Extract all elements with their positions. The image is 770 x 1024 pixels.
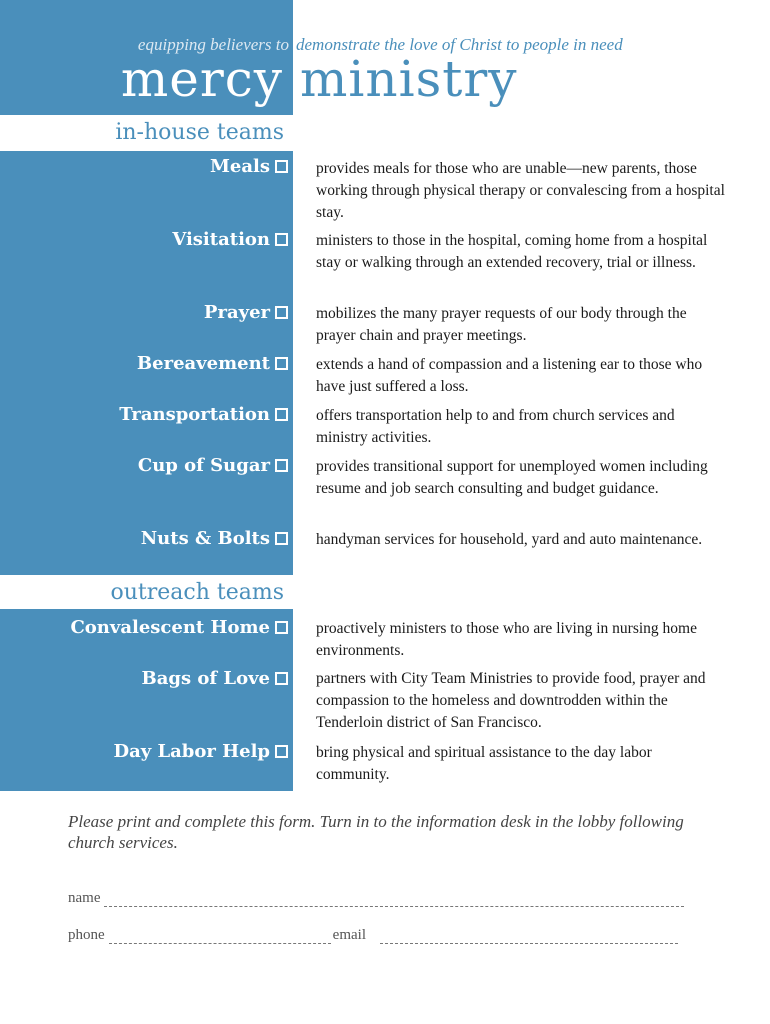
desc-bereavement: extends a hand of compassion and a listening ear to those who have just suffered a loss. bbox=[316, 356, 703, 395]
team-label-meals: Meals bbox=[209, 156, 270, 177]
email-label: email bbox=[332, 927, 366, 943]
team-label-visitation: Visitation bbox=[172, 229, 270, 250]
desc-day-labor-help: bring physical and spiritual assistance to the day labor community. bbox=[316, 744, 652, 783]
team-day-labor-help bbox=[113, 741, 288, 762]
contact-row bbox=[68, 927, 678, 944]
phone-label: phone bbox=[68, 927, 105, 943]
team-label-bereavement: Bereavement bbox=[136, 353, 270, 374]
title-right: ministry bbox=[300, 50, 518, 108]
tagline-left: equipping believers to bbox=[137, 35, 289, 54]
desc-nuts-bolts: handyman services for household, yard and auto maintenance. bbox=[316, 531, 703, 548]
checkbox-transportation[interactable] bbox=[275, 408, 288, 421]
checkbox-visitation[interactable] bbox=[275, 233, 288, 246]
inhouse-heading: in-house teams bbox=[115, 120, 284, 145]
team-label-convalescent-home: Convalescent Home bbox=[70, 617, 270, 638]
checkbox-prayer[interactable] bbox=[275, 306, 288, 319]
team-prayer bbox=[204, 302, 288, 323]
team-label-cup-of-sugar: Cup of Sugar bbox=[137, 455, 270, 476]
title-left: mercy bbox=[120, 50, 283, 108]
desc-bags-of-love: partners with City Team Ministries to provide food, prayer and compassion to the homeless and downtrodden within the Tenderloin district of San Francisco. bbox=[316, 670, 706, 731]
form-instructions: Please print and complete this form. Turn in to the information desk in the lobby following church services. bbox=[68, 812, 684, 852]
checkbox-meals[interactable] bbox=[275, 160, 288, 173]
desc-prayer: mobilizes the many prayer requests of our body through the prayer chain and prayer meetings. bbox=[316, 305, 687, 344]
checkbox-day-labor-help[interactable] bbox=[275, 745, 288, 758]
desc-visitation: ministers to those in the hospital, coming home from a hospital stay or walking through an extended recovery, trial or illness. bbox=[316, 232, 708, 271]
team-visitation bbox=[172, 229, 288, 250]
email-field[interactable] bbox=[380, 929, 678, 944]
checkbox-convalescent-home[interactable] bbox=[275, 621, 288, 634]
team-convalescent-home bbox=[70, 617, 288, 638]
team-label-day-labor-help: Day Labor Help bbox=[113, 741, 270, 762]
checkbox-cup-of-sugar[interactable] bbox=[275, 459, 288, 472]
desc-convalescent-home: proactively ministers to those who are living in nursing home environments. bbox=[316, 620, 697, 659]
checkbox-bereavement[interactable] bbox=[275, 357, 288, 370]
team-label-prayer: Prayer bbox=[203, 302, 270, 323]
name-label: name bbox=[68, 890, 101, 906]
tagline-right: demonstrate the love of Christ to people in need bbox=[296, 35, 623, 54]
checkbox-nuts-bolts[interactable] bbox=[275, 532, 288, 545]
team-nuts-bolts bbox=[141, 528, 288, 549]
team-label-nuts-bolts: Nuts & Bolts bbox=[140, 528, 270, 549]
team-label-transportation: Transportation bbox=[119, 404, 270, 425]
team-cup-of-sugar bbox=[138, 455, 288, 476]
team-label-bags-of-love: Bags of Love bbox=[141, 668, 270, 689]
team-transportation bbox=[119, 404, 288, 425]
desc-cup-of-sugar: provides transitional support for unemployed women including resume and job search consulting and budget guidance. bbox=[316, 458, 708, 497]
name-row bbox=[68, 890, 684, 907]
team-meals bbox=[210, 156, 288, 177]
name-field[interactable] bbox=[104, 892, 684, 907]
checkbox-bags-of-love[interactable] bbox=[275, 672, 288, 685]
desc-transportation: offers transportation help to and from church services and ministry activities. bbox=[316, 407, 675, 446]
phone-field[interactable] bbox=[109, 929, 331, 944]
team-bags-of-love bbox=[142, 668, 288, 689]
desc-meals: provides meals for those who are unable—new parents, those working through physical therapy or convalescing from a hospital stay. bbox=[316, 160, 725, 221]
outreach-heading: outreach teams bbox=[110, 580, 284, 605]
team-bereavement bbox=[137, 353, 288, 374]
